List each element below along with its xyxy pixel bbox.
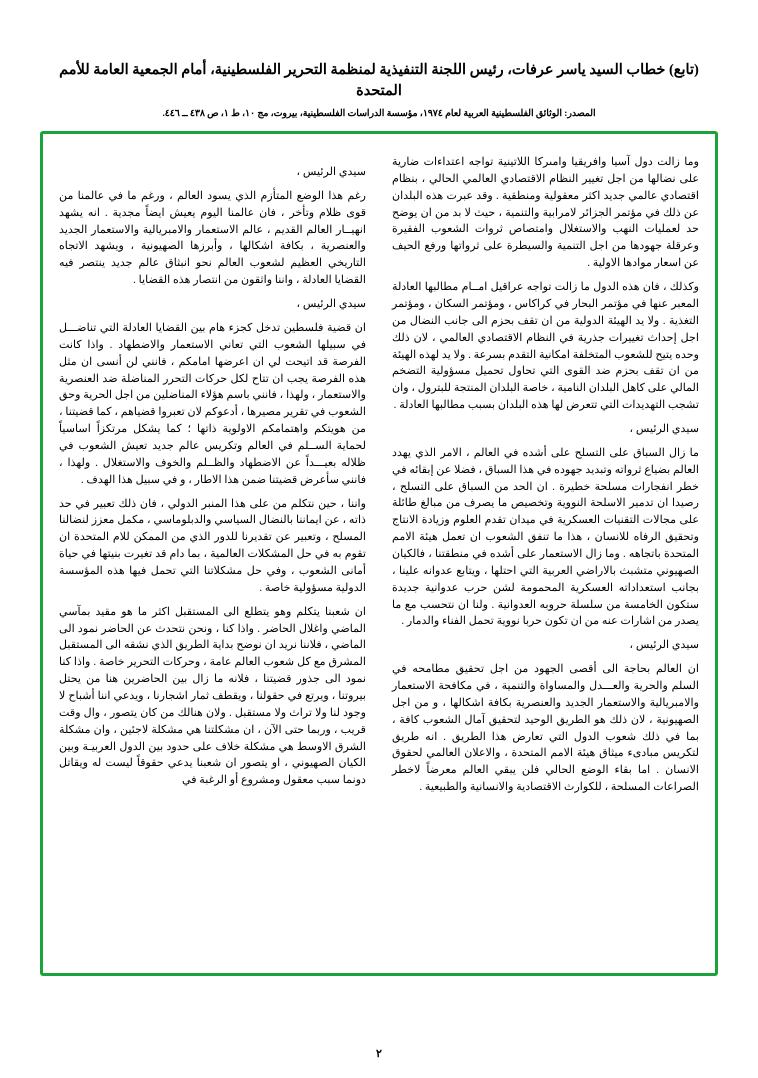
document-source: المصدر: الوثائق الفلسطينية العربية لعام ١٩٧٤، مؤسسة الدراسات الفلسطينية، بيروت، مج ١٠، ط ١، ص ٤٣٨ ــ ٤٤٦. xyxy=(162,109,596,120)
paragraph: وما زالت دول آسيا وافريقيا وامىركا اللاتينية تواجه اعتداءات ضارية على نضالها من اجل تغيير النظام الاقتصادي العالمي الحالي ، بنظام اقتصادي عالمي جديد اكثر معقولية ومنطقية . وقد عبرت هذه البلدان عن ذلك في مؤتمر الجزائر لامرابية والتنمية ، حيث لا بد من ان يوضح حد لعمليات النهب والاستغلال وامتصاص ثروات الشعوب الفقيرة وعرقلة جهودها من اجل التنمية والسيطرة على ثرواتها ورفع الحيف عن اسعار موادها الاولية . xyxy=(392,156,699,270)
paragraph: ما زال السباق على التسلح على أشده في العالم ، الامر الذي يهدد العالم بضياع ثرواته وتبديد جهوده في هذا السباق ، فضلا عن إبقائه في خطر انفجارات مسلحة خطيرة . ان الحد من السباق على التسلح ، رصيدا ان تدمير الاسلحة النووية وتخصيص ما يصرف من مبالغ طائلة على مجالات التقنيات العسكرية في ميدان تقدم العلوم وزيادة الانتاج وتحقيق الرفاه للانسان ، هذا ما تنفق الشعوب ان تعمل هيئة الامم المتحدة باتجاهه . وما زال الاستعمار على أشده في منطقتنا ، فالكيان الصهيوني متشبث بالاراضي العربية التي احتلها ، ويتابع عدوانه علينا ، بجانب استعداداته العسكرية المحمومة لشن حرب عدوانية جديدة ستكون الخامسة من سلسلة حروبه العدوانية . ولنا ان نتحسب مع ما يصدر من اشارات عنه من ان تكون حربا نووية تحمل الفناء والدمار . xyxy=(392,446,699,628)
salutation: سيدي الرئيس ، xyxy=(296,298,366,311)
paragraph: رغم هذا الوضع المتأزم الذي يسود العالم ، ورغم ما في عالمنا من قوى ظلام وتأخر ، فان عالمنا اليوم يعيش ايضاً مجدية . انه يشهد انهيــار العالم القديم ، عالم الاستعمار والامبريالية والاستعمار الجديد والعنصرية ، بكافة اشكالها ، وأبرزها الصهيونية ، ويشهد الاتجاه التاريخي العظيم لشعوب العالم نحو انبثاق عالم جديد ينتصر فيه القضايا العادلة ، واننا واثقون من انتصار هذه القضايا . xyxy=(59,189,366,287)
column-left xyxy=(59,154,366,957)
salutation: سيدي الرئيس ، xyxy=(629,639,699,652)
two-column-layout xyxy=(59,154,699,957)
page-number: ٢ xyxy=(376,1048,382,1060)
salutation: سيدي الرئيس ، xyxy=(296,166,366,179)
paragraph: ان شعبنا يتكلم وهو يتطلع الى المستقبل اكثر ما هو مقيد بمآسي الماضي واغلال الحاضر . واذا كنا ، ونحن نتحدث عن الحاضر نمود الى الماضي ، فلاننا نريد ان نوضح بداية الطريق الذي نشقه الى المستقبل المشرق مع كل شعوب العالم عامة ، وحركات التحرير خاصة . واذا كنا نمود الى جذور قضيتنا ، فلانه ما زال بين الحاضرين هنا من يحتل بيروتنا ، ويرتع في حقولنا ، ويقطف ثمار اشجارنا ، ويدعي اننا أشباح لا وجود لنا ولا تراث ولا مستقبل . ولان هنالك من كان يتصور ، وال وقت قريب ، وربما حتى الآن ، ان مشكلتنا هي مشكلة لاجئين ، وان مشكلة الشرق الاوسط هي مشكلة خلاف على حدود بين الدول العربيـة وبين الكيان الصهيوني ، او يتصور ان شعبنا يدعي حقوقاً ليست له ويقاتل دونما سبب معقول ومشروع أو الرغبة في xyxy=(59,605,366,787)
salutation: سيدي الرئيس ، xyxy=(629,422,699,435)
page-title: (تابع) خطاب السيد ياسر عرفات، رئيس اللجنة التنفيذية لمنظمة التحرير الفلسطينية، أمام الجمعية العامة للأمم المتحدة xyxy=(59,62,699,100)
paragraph: وكذلك ، فان هذه الدول ما زالت تواجه عراقيل امــام مطالبها العادلة المعبر عنها في مؤتمر البحار في كراكاس ، ومؤتمر السكان ، ومؤتمر التغذية . ولا يد الهيئة الدولية من ان تقف بحزم الى جانب النضال من اجل إحداث تغييرات جذرية في النظام الاقتصادي العالمي ، لان ذلك وحده يتيح للشعوب المتخلفة امكانية التقدم بسرعة . ولا يد لهذه الهيئة من ان تقف بحزم ضد القوى التي تحاول تحميل مسؤولية التضخم المالي على كاهل البلدان النامية ، خاصة البلدان المنتجة للبترول ، وان تشجب التهديدات التي تتعرض لها هذه البلدان بسبب مطالبها العادلة . xyxy=(392,281,699,412)
paragraph: ان العالم بحاجة الى أقصى الجهود من اجل تحقيق مطامحه في السلم والحرية والعـــدل والمساواة والتنمية ، في مكافحة الاستعمار والامبريالية والاستعمار الجديد والعنصرية بكافة اشكالها ، و من اجل الصهيونية ، لان ذلك هو الطريق الوحيد لتحقيق آمال الشعوب كافة ، بما في ذلك شعوب الدول التي تعارض هذا الطريق . انه طريق لتكريس مبادىء ميثاق هيئة الامم المتحدة ، والاعلان العالمي لحقوق الانسان . اما بقاء الوضع الحالي فلن يبقي العالم معرضاً لاخطر الصراعات المسلحة ، للكوارث الاقتصادية والانسانية والطبيعية . xyxy=(392,663,699,794)
paragraph: ان قضية فلسطين تدخل كجزء هام بين القضايا العادلة التي تناضـــل في سبيلها الشعوب التي تعاني الاستعمار والاضطهاد . واذا كانت الفرصة قد اتيحت لي ان اعرضها امامكم ، فانني لن أنسى ان مثل هذه الفرصة يجب ان تتاح لكل حركات التحرر المناضلة ضد العنصرية والاستعمار ، ولهذا ، فانني باسم هؤلاء المناضلين من اجل الحرية وحق الشعوب في تقرير مصيرها ، أدعوكم لان تعبروا قضياهم ، كما قضيتنا ، من هويتكم واهتمامكم الاولوية ذاتها ؛ كما يشكل مرتكزاً اساسياً لحماية الســلم في العالم وتكريس عالم جديد تعيش الشعوب في ظلاله بعيـــداً عن الاضطهاد والظــلم والخوف والاستغلال . ولهذا ، فانني سأعرض قضيتنا ضمن هذا الاطار ، و في سبيل هذا الهدف . xyxy=(59,321,366,486)
paragraph: واننا ، حين نتكلم من على هذا المنبر الدولي ، فان ذلك تعبير في حد ذاته ، عن ايماننا بالنضال السياسي والدبلوماسي ، مكمل معزز لنضالنا المسلح ، وتعبير عن تقديرنا للدور الذي من الممكن للام المتحدة ان تقوم به في حل المشكلات العالمية ، بما دام قد تغيرت بنيتها في حياة أمانى الشعوب ، وفي حل مشكلاتنا التي تحمل فيها هذه المؤسسة الدولية مسؤولية خاصة . xyxy=(59,497,366,594)
column-right xyxy=(392,154,699,957)
column-spacer xyxy=(59,154,366,164)
content-frame xyxy=(40,131,718,976)
